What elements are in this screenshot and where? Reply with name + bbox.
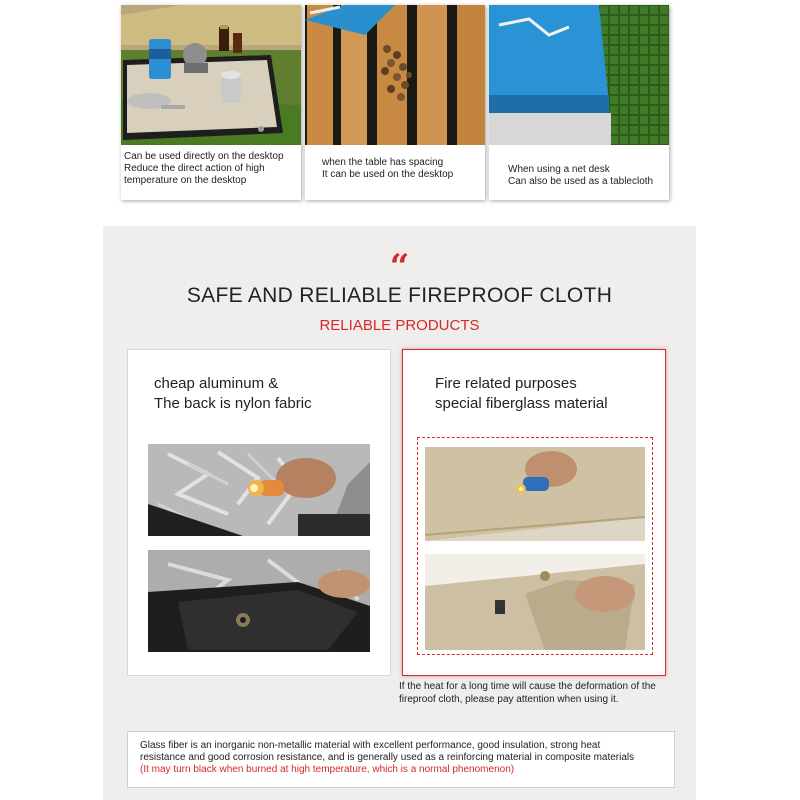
usage-card-spacing (305, 5, 485, 200)
fireproof-cloth-panel (103, 226, 696, 800)
quote-mark: “ (389, 247, 410, 287)
fiberglass-box-title: Fire related purposes special fiberglass material (435, 375, 608, 412)
net-desk-photo (489, 5, 669, 145)
aluminum-comparison-box (127, 349, 391, 676)
usage-card-desktop (121, 5, 301, 200)
aluminum-flame-photo (148, 444, 370, 536)
fiberglass-comparison-box (402, 349, 666, 676)
heat-warning-text: If the heat for a long time will cause the deformation of the fireproof cloth, please pay attention when using it. (399, 681, 656, 705)
usage-card-net-desk (489, 5, 669, 200)
section-subline: RELIABLE PRODUCTS (319, 317, 480, 334)
usage-caption: When using a net desk Can also be used as a tablecloth (508, 164, 654, 187)
spaced-table-photo (305, 5, 485, 145)
desktop-usage-photo (121, 5, 301, 145)
usage-caption: Can be used directly on the desktop Reduce the direct action of high temperature on the desktop (124, 151, 284, 186)
section-headline: SAFE AND RELIABLE FIREPROOF CLOTH (186, 284, 613, 307)
glass-fiber-info-box: Glass fiber is an inorganic non-metallic material with excellent performance, good insulation, strong heat resistance and good corrosion resistance, and is generally used as a reinforcing material in composite materials (It may turn black when burned at high temperature, which is a normal phenomenon) (127, 731, 675, 788)
usage-caption: when the table has spacing It can be used on the desktop (322, 157, 454, 180)
fiberglass-fold-photo (425, 554, 645, 650)
blackening-note: (It may turn black when burned at high temperature, which is a normal phenomenon) (140, 764, 515, 775)
nylon-back-photo (148, 550, 370, 652)
aluminum-box-title: cheap aluminum & The back is nylon fabric (154, 375, 312, 412)
fiberglass-flame-photo (425, 447, 645, 541)
